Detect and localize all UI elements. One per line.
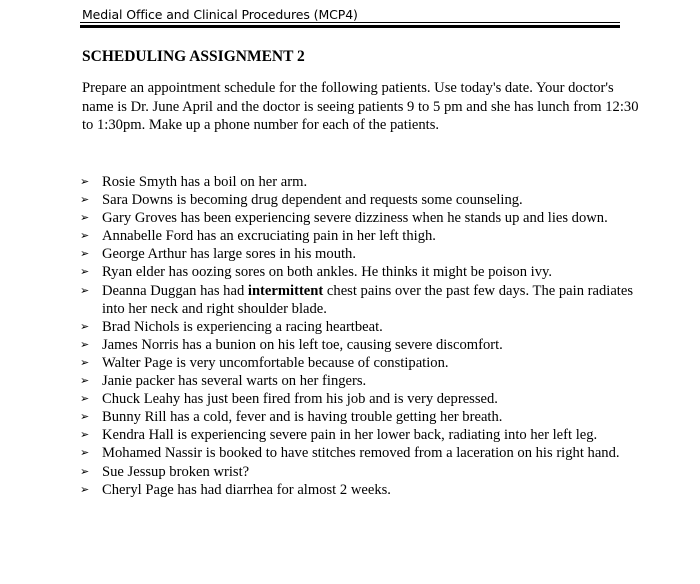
patient-text: George Arthur has large sores in his mouth. <box>102 246 357 263</box>
arrowhead-bullet-icon: ➢ <box>80 193 90 207</box>
arrowhead-bullet-icon: ➢ <box>80 410 90 424</box>
list-item <box>80 408 620 426</box>
header-rule-thin <box>80 22 620 23</box>
running-header: Medial Office and Clinical Procedures (MCP4) <box>82 7 358 22</box>
intro-line: name is Dr. June April and the doctor is seeing patients 9 to 5 pm and she has lunch from 12:30 <box>82 98 639 115</box>
patient-text: Chuck Leahy has just been fired from his job and is very depressed. <box>102 391 498 408</box>
patient-text: James Norris has a bunion on his left toe, causing severe discomfort. <box>102 336 503 353</box>
list-item <box>80 245 620 263</box>
list-item <box>80 372 620 390</box>
list-item <box>80 354 620 372</box>
patient-text-continuation: into her neck and right shoulder blade. <box>102 300 327 317</box>
arrowhead-bullet-icon: ➢ <box>80 265 90 279</box>
arrowhead-bullet-icon: ➢ <box>80 211 90 225</box>
list-item <box>80 173 620 191</box>
intro-line: Prepare an appointment schedule for the following patients. Use today's date. Your doctor's <box>82 80 614 96</box>
patient-text-before: Deanna Duggan has had <box>102 282 248 299</box>
patient-text: Ryan elder has oozing sores on both ankles. He thinks it might be poison ivy. <box>102 264 553 281</box>
arrowhead-bullet-icon: ➢ <box>80 247 90 261</box>
patient-text: Sara Downs is becoming drug dependent and requests some counseling. <box>102 192 523 209</box>
patient-text: Sue Jessup broken wrist? <box>102 463 250 480</box>
patient-text: Janie packer has several warts on her fingers. <box>102 373 367 390</box>
patient-text: Rosie Smyth has a boil on her arm. <box>102 174 308 190</box>
patient-text: Annabelle Ford has an excruciating pain in her left thigh. <box>102 228 436 245</box>
patient-text: Kendra Hall is experiencing severe pain in her lower back, radiating into her left leg. <box>102 427 598 444</box>
header-rule-thick <box>80 25 620 28</box>
list-item <box>80 481 620 499</box>
arrowhead-bullet-icon: ➢ <box>80 374 90 388</box>
arrowhead-bullet-icon: ➢ <box>80 337 90 351</box>
patient-text: Walter Page is very uncomfortable because of constipation. <box>102 354 449 371</box>
patient-text: Gary Groves has been experiencing severe dizziness when he stands up and lies down. <box>102 210 608 227</box>
patient-text: Bunny Rill has a cold, fever and is having trouble getting her breath. <box>102 409 503 426</box>
patient-text: Brad Nichols is experiencing a racing heartbeat. <box>102 318 383 335</box>
arrowhead-bullet-icon: ➢ <box>80 482 90 496</box>
arrowhead-bullet-icon: ➢ <box>80 392 90 406</box>
arrowhead-bullet-icon: ➢ <box>80 446 90 460</box>
arrowhead-bullet-icon: ➢ <box>80 319 90 333</box>
patient-text-after: chest pains over the past few days. The pain radiates <box>323 282 634 299</box>
intro-line: to 1:30pm. Make up a phone number for each of the patients. <box>82 117 440 133</box>
emphasis-intermittent: intermittent <box>247 282 324 299</box>
list-item <box>80 426 620 444</box>
assignment-title: SCHEDULING ASSIGNMENT 2 <box>82 48 305 65</box>
list-item <box>80 390 620 408</box>
list-item <box>80 209 620 227</box>
patient-list <box>80 173 634 499</box>
list-item <box>80 191 620 209</box>
list-item <box>80 444 620 462</box>
list-item <box>80 263 620 281</box>
patient-text: Cheryl Page has had diarrhea for almost 2 weeks. <box>102 481 391 498</box>
list-item <box>80 336 620 354</box>
arrowhead-bullet-icon: ➢ <box>80 428 90 442</box>
arrowhead-bullet-icon: ➢ <box>80 175 90 188</box>
arrowhead-bullet-icon: ➢ <box>80 229 90 243</box>
list-item <box>80 227 620 245</box>
list-item <box>80 463 620 481</box>
list-item <box>80 282 634 318</box>
arrowhead-bullet-icon: ➢ <box>80 464 90 478</box>
assignment-intro <box>82 79 639 135</box>
patient-text: Mohamed Nassir is booked to have stitches removed from a laceration on his right hand. <box>102 445 620 462</box>
list-item <box>80 318 620 336</box>
arrowhead-bullet-icon: ➢ <box>80 283 90 297</box>
arrowhead-bullet-icon: ➢ <box>80 355 90 369</box>
